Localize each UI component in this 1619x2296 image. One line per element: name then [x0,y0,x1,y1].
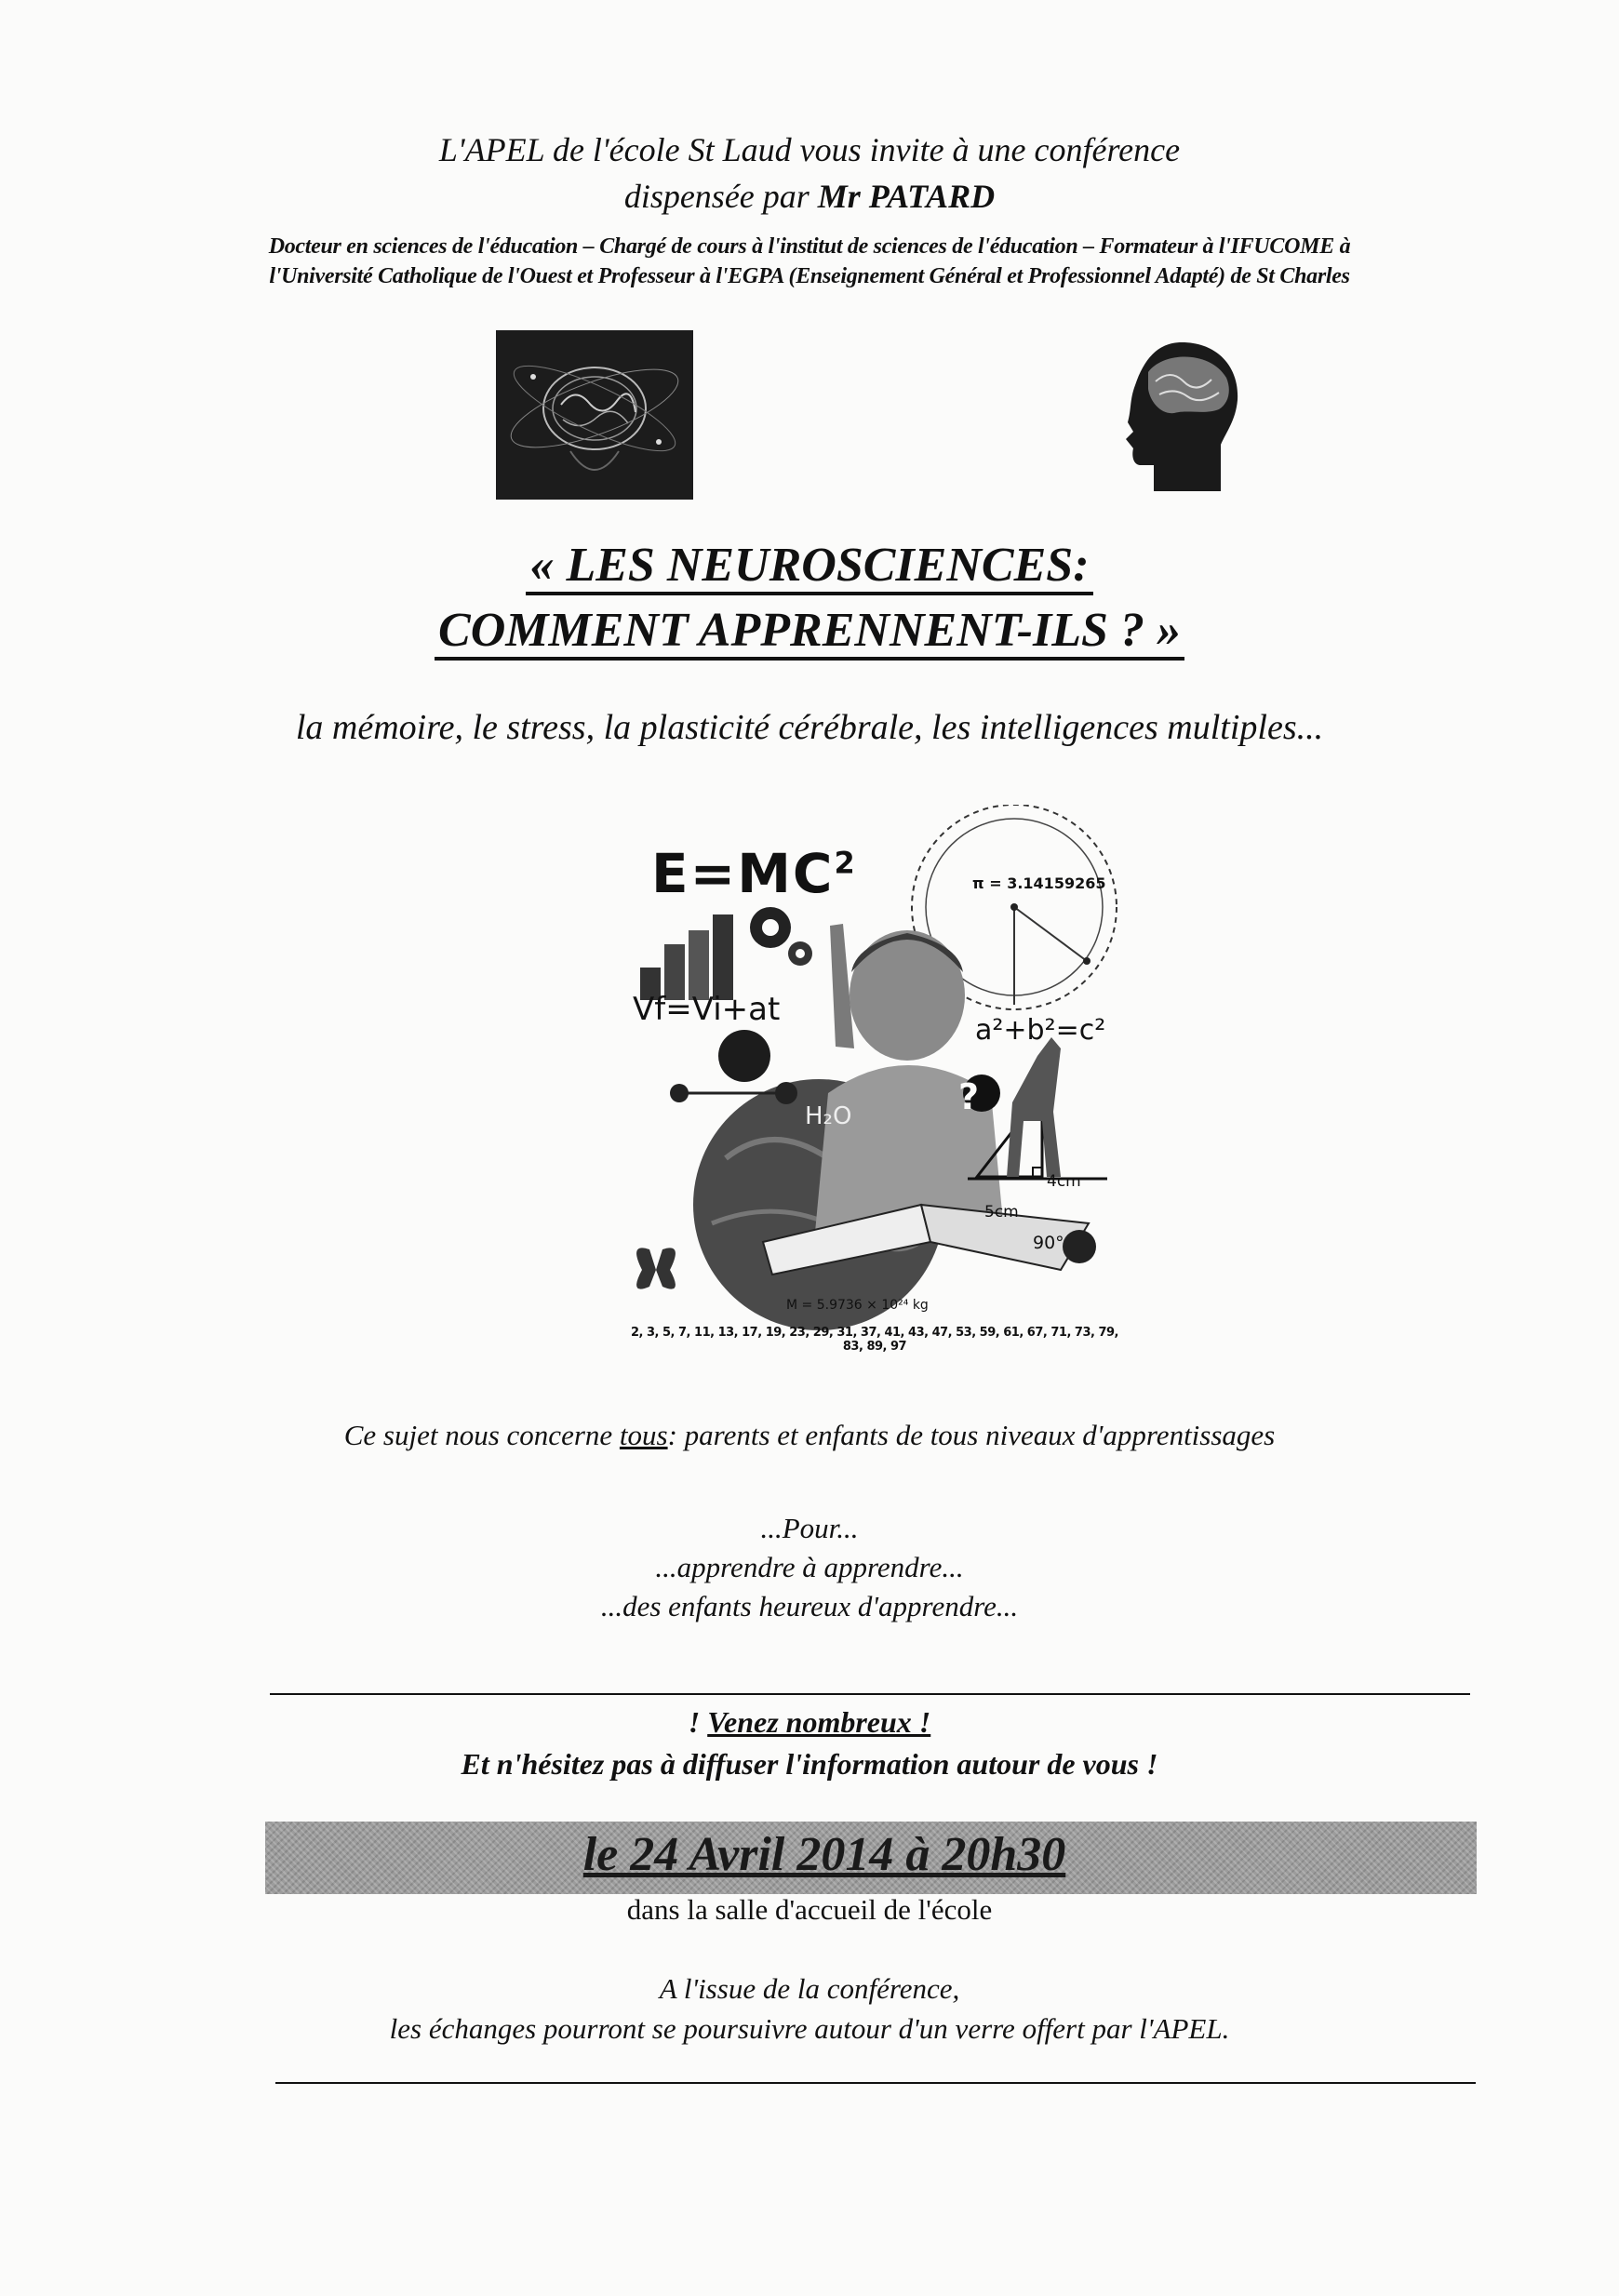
label-5cm: 5cm [984,1203,1019,1221]
venez-text: Venez nombreux ! [707,1705,931,1739]
after-line-2: les échanges pourront se poursuivre autour d'un verre offert par l'APEL. [389,2012,1230,2045]
brain-image [496,330,693,500]
head-profile-image [1117,335,1247,493]
formula-emc-base: E=MC [651,842,835,905]
prime-numbers: 2, 3, 5, 7, 11, 13, 17, 19, 23, 29, 31, 37, 41, 43, 47, 53, 59, 61, 67, 71, 73, 79, 83, 89, 97 [630,1326,1118,1354]
question-mark: ? [958,1076,980,1117]
pour-line-1: ...Pour... [760,1512,859,1544]
themes-line: la mémoire, le stress, la plasticité cérébrale, les intelligences multiples... [295,708,1324,747]
concern-prefix: Ce sujet nous concerne [343,1419,620,1451]
collage-illustration [623,805,1126,1354]
brain-illustration [496,330,693,500]
intro-prefix: dispensée par [623,178,818,215]
intro-line-1: L'APEL de l'école St Laud vous invite à une conférence [438,131,1181,168]
label-90-degrees: 90° [1033,1233,1064,1253]
head-silhouette [1117,335,1247,493]
formula-pi: π = 3.14159265 [972,874,1106,892]
formula-velocity: Vf=Vi+at [633,991,781,1028]
event-location: dans la salle d'accueil de l'école [626,1893,993,1926]
intro-line-2 [0,177,1619,216]
after-line-1: A l'issue de la conférence, [659,1972,960,2005]
divider-top [270,1693,1470,1695]
water-formula: H₂O [805,1102,852,1130]
date-banner [265,1822,1477,1894]
title-line-1 [0,538,1619,595]
label-4cm: 4cm [1047,1172,1081,1191]
venez-line [0,1705,1619,1740]
title-line-2-text: COMMENT APPRENNENT-ILS ? » [435,606,1184,661]
venez-open: ! [688,1705,708,1739]
formula-pythagoras: a²+b²=c² [975,1014,1106,1047]
title-line-1-text: « LES NEUROSCIENCES: [526,541,1092,595]
event-date-time: le 24 Avril 2014 à 20h30 [582,1828,1066,1881]
speaker-name: Mr PATARD [817,178,996,215]
credentials-line-2: l'Université Catholique de l'Ouest et Professeur à l'EGPA (Enseignement Général et Professionnel Adapté) de St Charles [269,264,1350,288]
formula-emc [651,842,857,905]
pour-line-3: ...des enfants heureux d'apprendre... [600,1590,1019,1622]
formula-emc-exponent: 2 [834,845,857,881]
earth-mass-label: M = 5.9736 × 10²⁴ kg [786,1298,929,1313]
divider-bottom [275,2082,1476,2084]
pour-line-2: ...apprendre à apprendre... [655,1551,964,1583]
concern-tous: tous [619,1419,668,1451]
concern-line [0,1419,1619,1452]
credentials-line-1: Docteur en sciences de l'éducation – Chargé de cours à l'institut de sciences de l'éducation – Formateur à l'IFUCOME à [268,234,1351,259]
concern-suffix: : parents et enfants de tous niveaux d'apprentissages [667,1419,1276,1451]
title-line-2 [0,603,1619,661]
diffuser-line: Et n'hésitez pas à diffuser l'information autour de vous ! [461,1747,1158,1781]
